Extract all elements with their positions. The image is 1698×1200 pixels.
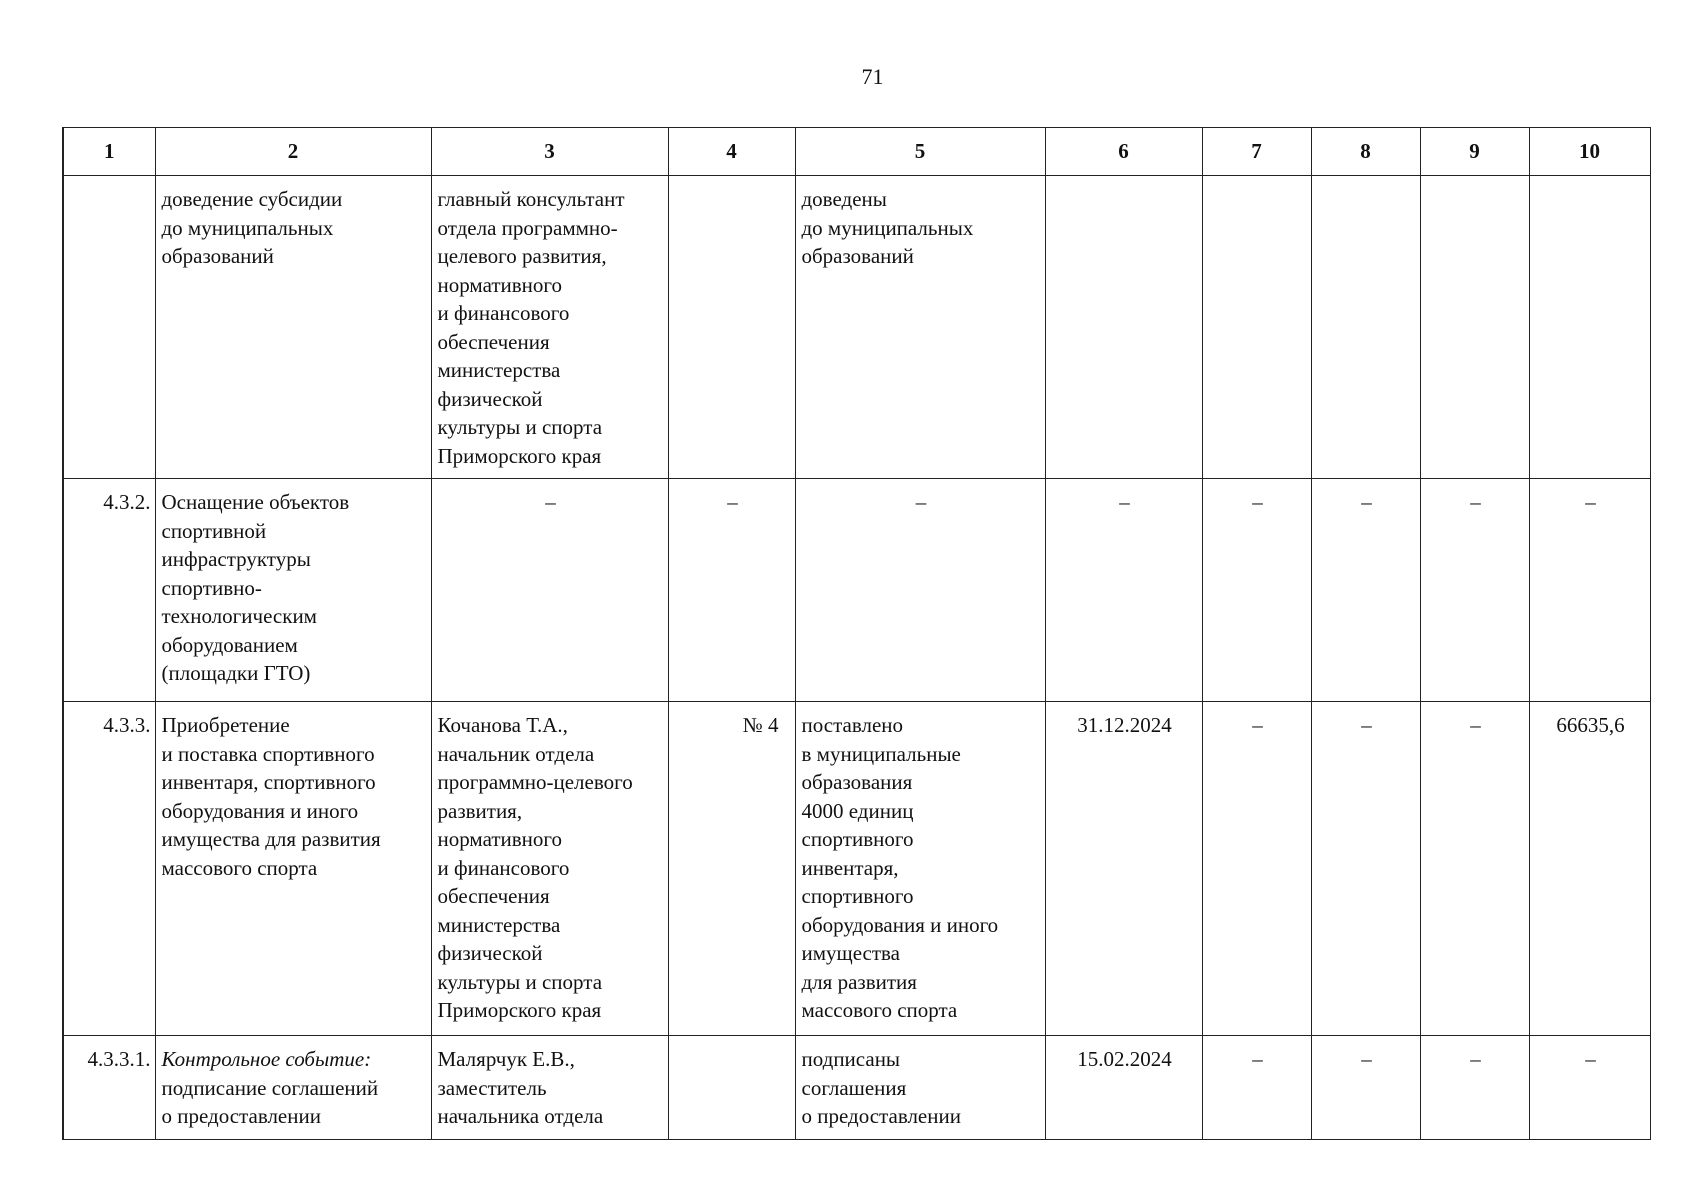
- result-description: –: [795, 479, 1045, 702]
- col4-cell: –: [668, 479, 795, 702]
- col8-cell: [1311, 176, 1420, 479]
- activity-name: Оснащение объектов спортивной инфраструктуры спортивно- технологическим оборудованием (площадки ГТО): [155, 479, 431, 702]
- amount: –: [1529, 1036, 1650, 1140]
- col9-cell: –: [1420, 479, 1529, 702]
- deadline: [1045, 176, 1202, 479]
- col-header-2: 2: [155, 128, 431, 176]
- table-row: [63, 479, 1650, 702]
- plan-table: [62, 127, 1651, 1140]
- row-number: 4.3.3.: [63, 702, 155, 1036]
- amount: [1529, 176, 1650, 479]
- col7-cell: –: [1202, 479, 1311, 702]
- col-header-10: 10: [1529, 128, 1650, 176]
- col-header-3: 3: [431, 128, 668, 176]
- col4-cell: № 4: [668, 702, 795, 1036]
- page-number: 71: [861, 64, 884, 89]
- activity-name: подписание соглашений о предоставлении: [161, 1075, 379, 1128]
- col8-cell: –: [1311, 1036, 1420, 1140]
- row-number: 4.3.2.: [63, 479, 155, 702]
- col-header-5: 5: [795, 128, 1045, 176]
- col8-cell: –: [1311, 479, 1420, 702]
- row-number: [63, 176, 155, 479]
- col9-cell: –: [1420, 702, 1529, 1036]
- col-header-7: 7: [1202, 128, 1311, 176]
- header-row: [63, 128, 1650, 176]
- deadline: –: [1045, 479, 1202, 702]
- activity-name: Приобретение и поставка спортивного инвентаря, спортивного оборудования и иного имущества для развития массового спорта: [155, 702, 431, 1036]
- col9-cell: [1420, 176, 1529, 479]
- responsible-person: главный консультант отдела программно- целевого развития, нормативного и финансового обеспечения министерства физической культуры и спорта Приморского края: [431, 176, 668, 479]
- responsible-person: –: [431, 479, 668, 702]
- col4-cell: [668, 1036, 795, 1140]
- amount: 66635,6: [1529, 702, 1650, 1036]
- col8-cell: –: [1311, 702, 1420, 1036]
- col7-cell: –: [1202, 1036, 1311, 1140]
- responsible-person: Малярчук Е.В., заместитель начальника отдела: [431, 1036, 668, 1140]
- table-row: [63, 1036, 1650, 1140]
- result-description: подписаны соглашения о предоставлении: [795, 1036, 1045, 1140]
- activity-name: доведение субсидии до муниципальных образований: [155, 176, 431, 479]
- table-row: [63, 702, 1650, 1036]
- col-header-6: 6: [1045, 128, 1202, 176]
- col7-cell: [1202, 176, 1311, 479]
- col9-cell: –: [1420, 1036, 1529, 1140]
- responsible-person: Кочанова Т.А., начальник отдела программно-целевого развития, нормативного и финансового обеспечения министерства физической культуры и спорта Приморского края: [431, 702, 668, 1036]
- col-header-4: 4: [668, 128, 795, 176]
- col7-cell: –: [1202, 702, 1311, 1036]
- result-description: поставлено в муниципальные образования 4000 единиц спортивного инвентаря, спортивного оборудования и иного имущества для развития массового спорта: [795, 702, 1045, 1036]
- col-header-9: 9: [1420, 128, 1529, 176]
- control-event-label: Контрольное событие:: [161, 1047, 372, 1071]
- deadline: 15.02.2024: [1045, 1036, 1202, 1140]
- col-header-1: 1: [63, 128, 155, 176]
- activity-name-cell: [155, 1036, 431, 1140]
- result-description: доведены до муниципальных образований: [795, 176, 1045, 479]
- deadline: 31.12.2024: [1045, 702, 1202, 1036]
- amount: –: [1529, 479, 1650, 702]
- col4-cell: [668, 176, 795, 479]
- table-row: [63, 176, 1650, 479]
- col-header-8: 8: [1311, 128, 1420, 176]
- row-number: 4.3.3.1.: [63, 1036, 155, 1140]
